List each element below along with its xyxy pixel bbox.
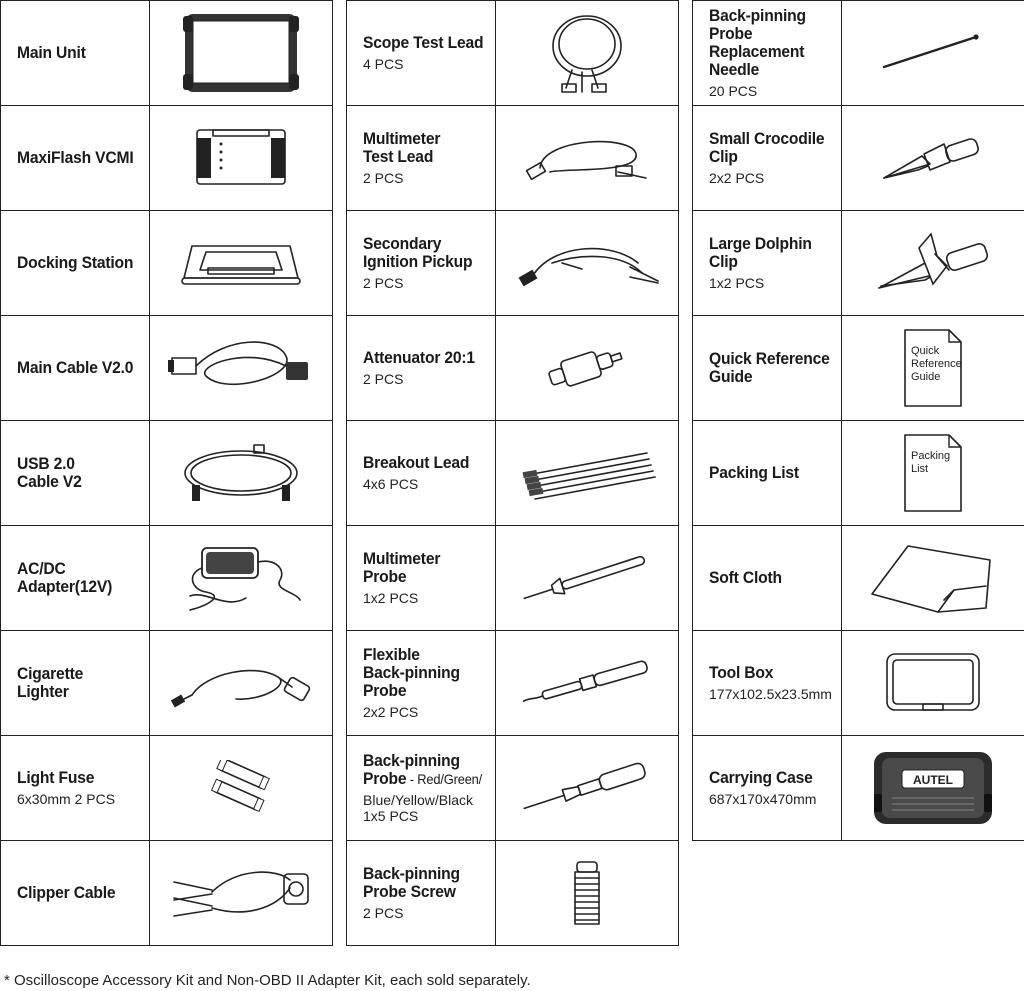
accessory-name: MaxiFlash VCMI [17,148,134,167]
accessory-row [347,316,679,421]
backpin-probe-icon [496,736,679,841]
accessory-name-cell [347,211,496,316]
accessory-name-cell [1,1,150,106]
test-lead-icon [496,106,679,211]
accessory-quantity: 687x170x470mm [709,791,817,807]
accessory-row [1,1,333,106]
accessory-row [1,421,333,526]
tablet-icon [150,1,333,106]
accessory-name: AC/DC Adapter(12V) [17,559,113,596]
accessory-quantity: 1x2 PCS [363,590,419,606]
accessory-row [347,631,679,736]
accessory-table-2 [346,0,679,946]
accessory-name-cell [347,316,496,421]
accessory-row [347,526,679,631]
accessory-name-cell [693,316,842,421]
accessory-quantity: 6x30mm 2 PCS [17,791,116,807]
accessory-row [1,631,333,736]
accessory-name-cell [347,736,496,841]
accessory-name: Back-pinning Probe - Red/Green/ [363,751,483,788]
accessory-name: Cigarette Lighter [17,664,84,701]
accessory-row [347,841,679,946]
accessory-row [1,736,333,841]
accessory-name-cell [693,106,842,211]
accessory-row [1,316,333,421]
accessory-name-cell [693,211,842,316]
accessory-row [1,841,333,946]
accessory-quantity: 4x6 PCS [363,476,419,492]
accessory-name: Multimeter Test Lead [363,129,441,166]
accessory-name: Scope Test Lead [363,33,484,52]
footnote: * Oscilloscope Accessory Kit and Non-OBD II Adapter Kit, each sold separately. [4,972,531,989]
fuse-icon [150,736,333,841]
accessory-row [1,106,333,211]
accessory-name-cell [1,106,150,211]
accessory-name-cell [693,526,842,631]
accessory-name-cell [1,421,150,526]
accessory-name: Packing List [709,463,799,482]
accessory-name-cell [693,421,842,526]
usb-cable-icon [150,421,333,526]
accessory-name: Light Fuse [17,768,95,787]
accessory-quantity: 2x2 PCS [363,704,419,720]
ignition-pickup-icon [496,211,679,316]
flex-probe-icon [496,631,679,736]
accessory-quantity: 177x102.5x23.5mm [709,686,832,702]
accessory-name-cell [1,526,150,631]
crocodile-clip-icon [842,106,1024,211]
accessory-row [347,736,679,841]
doc-text-line: Reference [911,358,962,370]
accessory-name: USB 2.0 Cable V2 [17,454,82,491]
doc-text-line: Packing [911,450,951,462]
accessory-name: Clipper Cable [17,883,116,902]
accessory-quantity: 1x2 PCS [709,275,765,291]
accessory-name-cell [1,316,150,421]
accessory-name-suffix: - Red/Green/ [406,771,483,787]
accessory-name-cell [347,106,496,211]
accessory-row [693,421,1024,526]
accessory-name-cell [347,1,496,106]
accessory-quantity: 2 PCS [363,371,404,387]
accessory-row [693,316,1024,421]
accessory-row [693,1,1024,106]
accessory-quantity: 4 PCS [363,56,404,72]
accessory-name: Attenuator 20:1 [363,348,475,367]
accessory-row [693,631,1024,736]
accessory-name-cell [1,631,150,736]
accessory-row [693,526,1024,631]
accessory-name: Breakout Lead [363,453,470,472]
accessory-quantity: 2x2 PCS [709,170,765,186]
accessory-row [1,526,333,631]
accessory-table-1 [0,0,333,946]
accessory-name: Tool Box [709,663,774,682]
obd-cable-icon [150,316,333,421]
accessory-name-cell [347,841,496,946]
accessory-name-cell [347,631,496,736]
document-icon [842,421,1024,526]
accessory-quantity: 2 PCS [363,170,404,186]
accessory-quantity: Blue/Yellow/Black 1x5 PCS [363,792,473,824]
accessory-row [347,106,679,211]
cigarette-lighter-icon [150,631,333,736]
needle-icon [842,1,1024,106]
carrying-case-icon [842,736,1024,841]
dolphin-clip-icon [842,211,1024,316]
probe-icon [496,526,679,631]
accessory-table-3 [692,0,1024,841]
breakout-lead-icon [496,421,679,526]
accessory-row [1,211,333,316]
accessory-quantity: 20 PCS [709,83,758,99]
toolbox-icon [842,631,1024,736]
accessory-row [693,736,1024,841]
accessory-name: Small Crocodile Clip [709,129,825,166]
accessory-row [347,211,679,316]
accessory-row [347,1,679,106]
accessory-name-cell [1,736,150,841]
vci-device-icon [150,106,333,211]
accessory-name-cell [693,1,842,106]
accessory-quantity: 2 PCS [363,275,404,291]
accessory-name: Soft Cloth [709,568,782,587]
document-icon [842,316,1024,421]
accessory-name-cell [693,631,842,736]
clipper-cable-icon [150,841,333,946]
accessory-name-cell [347,421,496,526]
accessory-name: Back-pinning Probe Replacement Needle [709,6,806,79]
cloth-icon [842,526,1024,631]
case-brand-logo: AUTEL [913,773,953,787]
accessory-name: Back-pinning Probe Screw [363,864,460,901]
accessory-quantity: 2 PCS [363,905,404,921]
accessory-row [693,106,1024,211]
probe-screw-icon [496,841,679,946]
doc-text-line: Guide [911,371,941,383]
scope-lead-icon [496,1,679,106]
doc-text-line: Quick [911,345,940,357]
accessory-name-cell [1,211,150,316]
accessory-name: Secondary Ignition Pickup [363,234,473,271]
power-adapter-icon [150,526,333,631]
accessory-name: Large Dolphin Clip [709,234,812,271]
accessory-name: Main Cable V2.0 [17,358,134,377]
accessory-name: Quick Reference Guide [709,349,830,386]
accessory-name: Multimeter Probe [363,549,441,586]
accessory-name-cell [1,841,150,946]
accessory-name: Docking Station [17,253,134,272]
accessory-name: Flexible Back-pinning Probe [363,645,460,700]
accessory-name-cell [693,736,842,841]
doc-text-line: List [911,463,929,475]
attenuator-icon [496,316,679,421]
accessory-row [347,421,679,526]
accessory-name: Carrying Case [709,768,813,787]
accessory-name-cell [347,526,496,631]
dock-icon [150,211,333,316]
accessory-row [693,211,1024,316]
accessory-name: Main Unit [17,43,86,62]
